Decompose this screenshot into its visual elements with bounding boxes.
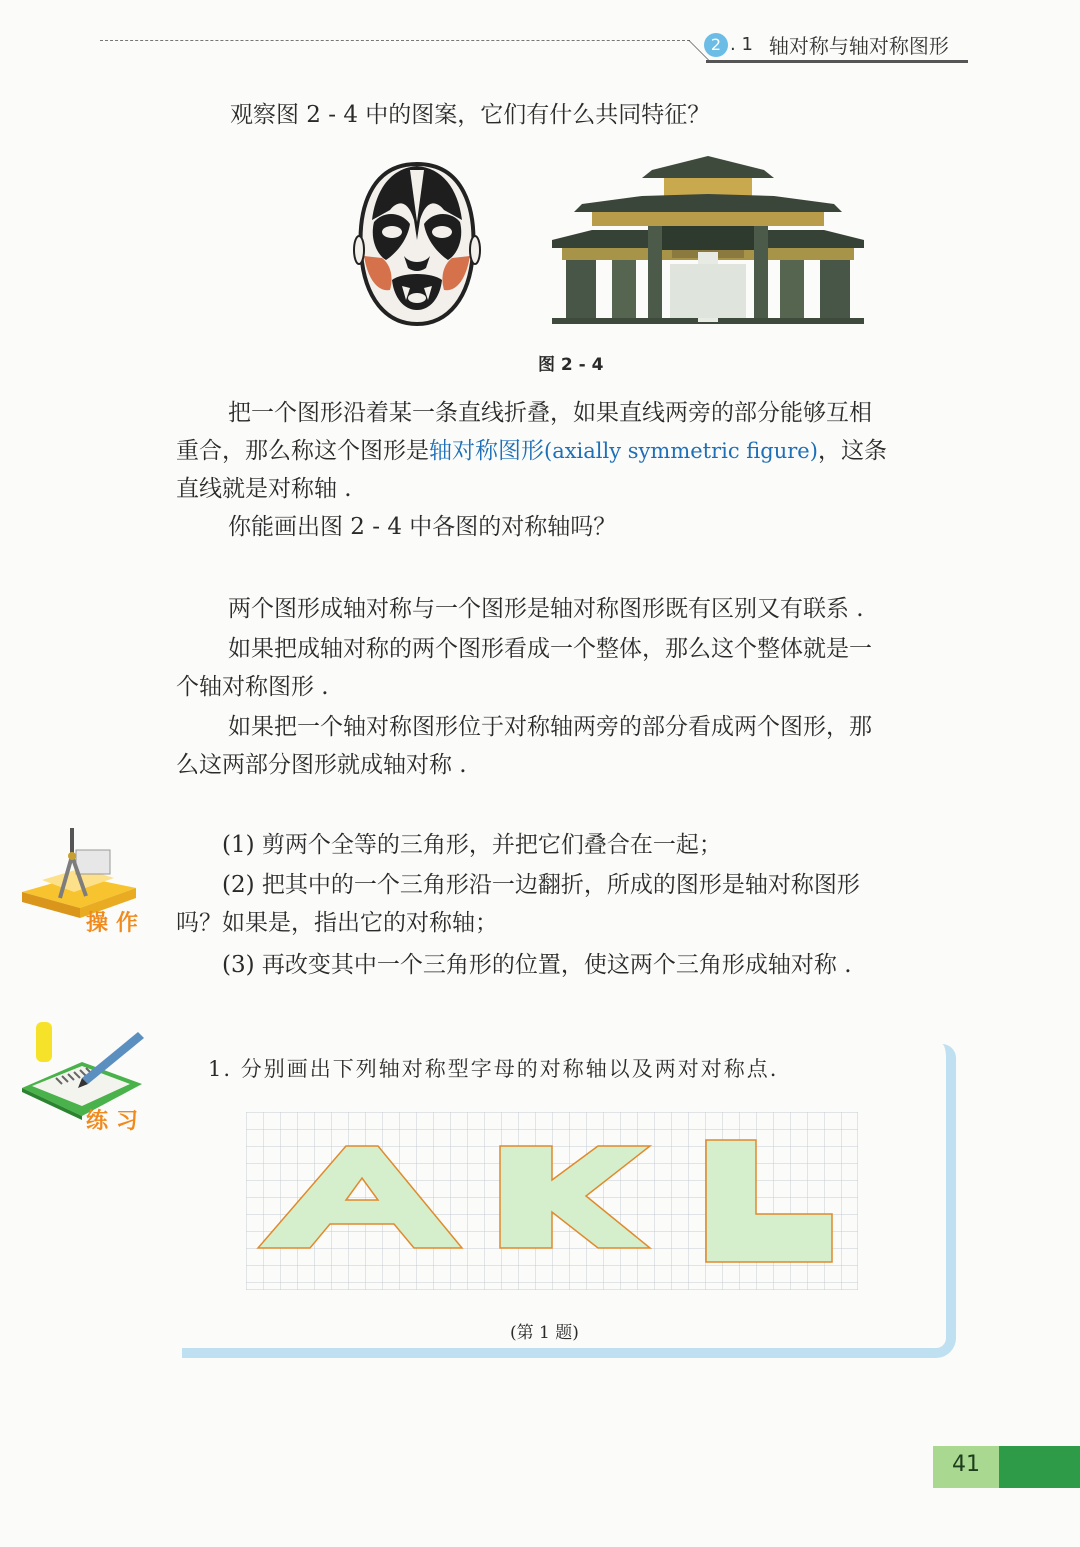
term-axially-symmetric: 轴对称图形	[429, 438, 544, 464]
section-title: 轴对称与轴对称图形	[768, 34, 949, 58]
letter-grid	[246, 1112, 858, 1290]
relation-p1: 两个图形成轴对称与一个图形是轴对称图形既有区别又有联系 .	[228, 596, 864, 622]
exercise-label: 练习	[86, 1109, 147, 1134]
chapter-badge: 2	[704, 33, 728, 57]
figure-caption: 图 2 - 4	[538, 355, 604, 375]
definition-line-2	[176, 432, 887, 470]
section-header	[704, 30, 949, 59]
relation-p2-line2: 个轴对称图形 .	[176, 674, 329, 700]
question-2: 你能画出图 2 - 4 中各图的对称轴吗？	[228, 514, 617, 540]
header-dashed-rule	[100, 40, 690, 41]
exercise-caption: (第 1 题)	[510, 1323, 579, 1343]
term-english: (axially symmetric figure)	[544, 439, 818, 463]
operation-step-2-line2: 吗？如果是，指出它的对称轴；	[176, 910, 498, 936]
operation-label: 操作	[86, 911, 147, 936]
section-number: . 1	[730, 34, 753, 55]
archway-image	[552, 152, 864, 324]
relation-p3-line1: 如果把一个轴对称图形位于对称轴两旁的部分看成两个图形，那	[228, 714, 872, 740]
operation-step-2-line1: (2) 把其中的一个三角形沿一边翻折，所成的图形是轴对称图形	[222, 872, 860, 898]
opera-mask-image	[352, 160, 482, 328]
page-number: 41	[952, 1452, 980, 1477]
operation-step-1: (1) 剪两个全等的三角形，并把它们叠合在一起；	[222, 832, 722, 858]
definition-line-1: 把一个图形沿着某一条直线折叠，如果直线两旁的部分能够互相	[228, 400, 872, 426]
relation-p3-line2: 么这两部分图形就成轴对称 .	[176, 752, 467, 778]
relation-p2-line1: 如果把成轴对称的两个图形看成一个整体，那么这个整体就是一	[228, 636, 872, 662]
definition-line-3: 直线就是对称轴 .	[176, 476, 352, 502]
definition-line-2-post: ，这条	[817, 438, 887, 464]
definition-line-2-pre: 重合，那么称这个图形是	[176, 438, 429, 464]
intro-question: 观察图 2 - 4 中的图案，它们有什么共同特征？	[230, 102, 711, 128]
header-rule	[706, 60, 968, 63]
exercise-item-1: 1. 分别画出下列轴对称型字母的对称轴以及两对对称点.	[208, 1057, 779, 1081]
operation-step-3: (3) 再改变其中一个三角形的位置，使这两个三角形成轴对称 .	[222, 952, 852, 978]
page-number-tab	[933, 1446, 1080, 1488]
